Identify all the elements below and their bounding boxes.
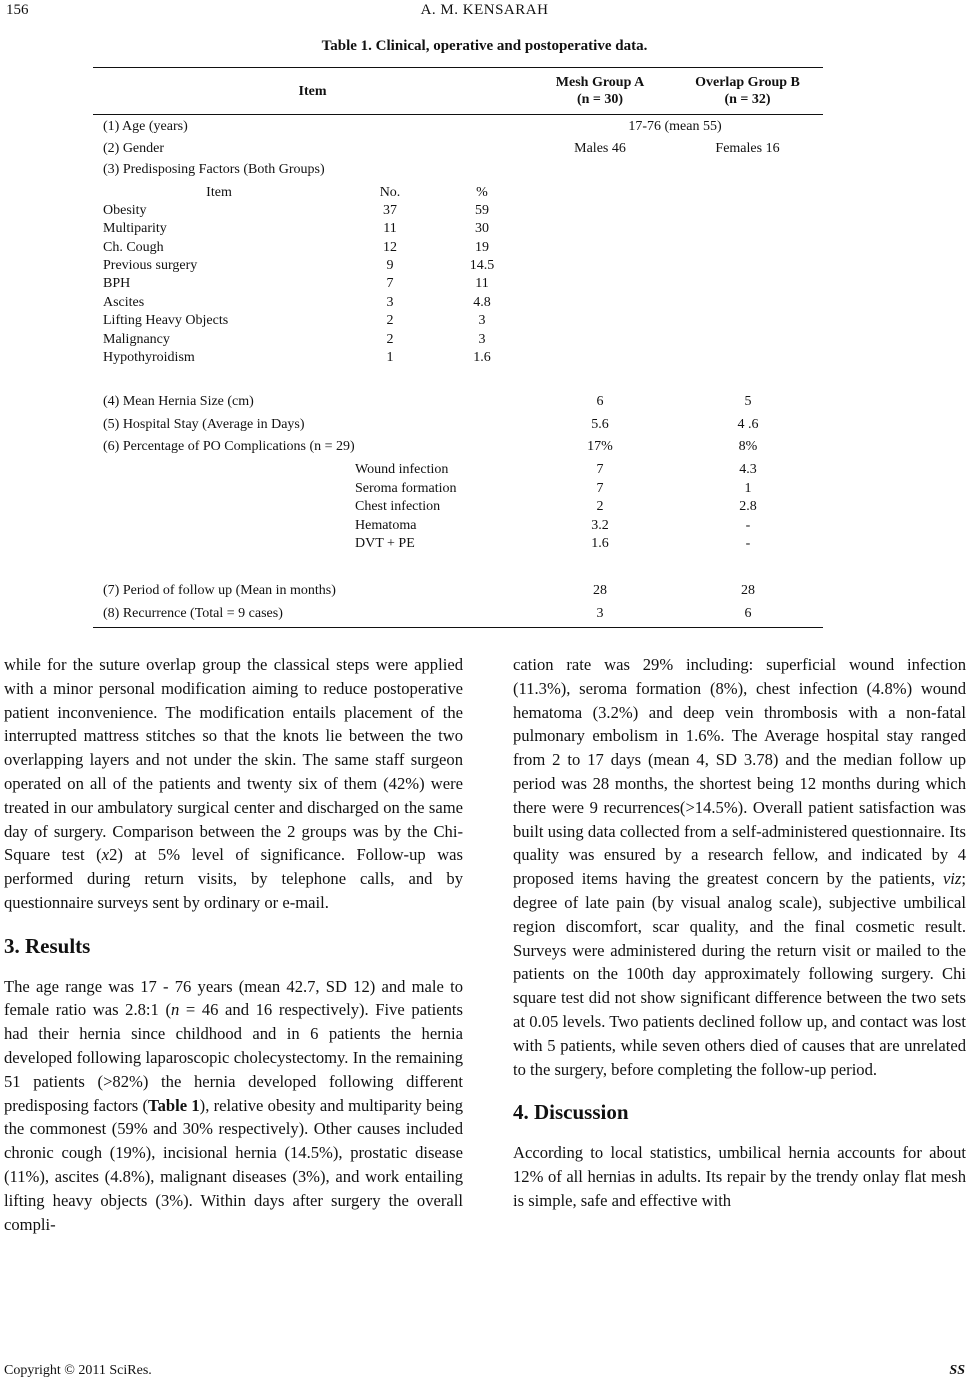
copyright-notice: Copyright © 2011 SciRes. xyxy=(4,1363,152,1378)
results-continued-paragraph: cation rate was 29% including: superficial wound infection (11.3%), seroma formation (8%), chest infection (4.8%) wound hematoma (3.2%) and deep vein thrombosis with a non-fatal pulmonary embolism in 1.6%. The Average hospital stay ranged from 2 to 17 days (mean 4, SD 3.78) and the median follow up period was 28 months, the shortest being 12 months during which there were 9 recurrences(>14.5%). Overall patient satisfaction was built using data collected from a self-administered questionnaire. Its quality was ensured by a research fellow, and indicated by 4 proposed items having the greatest concern by the patients, viz; degree of late pain (by visual analog scale), subjective umbilical region discomfort, scar quality, and the final cosmetic result. Surveys were administered during the return visit or mailed to the patients on the 100th day approximately following surgery. Chi square test did not show significant difference between the two sets at 0.05 levels. Two patients declined follow up, and contact was lost with 5 patients, while seven others died of causes that are unrelated to the surgery, before completing the follow-up period. xyxy=(513,655,966,1079)
row-gender-a: Males 46 xyxy=(574,141,626,156)
row-gender-label: (2) Gender xyxy=(103,141,165,156)
table-caption: Table 1. Clinical, operative and postoperative data. xyxy=(321,38,648,54)
row-hospital-stay-label: (5) Hospital Stay (Average in Days) xyxy=(103,417,305,432)
methods-paragraph: while for the suture overlap group the classical steps were applied with a minor personal modification aiming to reduce postoperative patient inconvenience. The modification entails placement of the interrupted mattress stitches so that the knots lie between the two overlapping layers and not under the skin. The same staff surgeon operated on all of the patients and twenty six of them (42%) were treated in our ambulatory surgical center and discharged on the same day of surgery. Comparison between the 2 groups was by the Chi-Square test (x2) at 5% level of significance. Follow-up was performed during return visits, by telephone calls, and by questionnaire surveys sent by ordinary or e-mail. xyxy=(4,655,463,912)
complication-b: 2.8 xyxy=(739,499,757,514)
factor-no: 2 xyxy=(386,313,394,328)
results-paragraph: The age range was 17 - 76 years (mean 42.7, SD 12) and male to female ratio was 2.8:1 (n = 46 and 16 respectively). Five patients had their hernia since childhood and in 6 patients the hernia developed following laparoscopic cholecystectomy. In the remaining 51 patients (>82%) the hernia developed following different predisposing factors (Table 1), relative obesity and multiparity being the commonest (59% and 30% respectively). Other causes included chronic cough (19%), incisional hernia (14.5%), prostatic disease (11%), ascites (4.8%), malignant diseases (3%), and work entailing lifting heavy objects (3%). Within days after surgery the overall compli- xyxy=(4,976,463,1234)
complication-b: - xyxy=(745,518,751,533)
factor-no: 9 xyxy=(386,258,394,273)
row-followup-a: 28 xyxy=(593,583,607,598)
complication-name: Seroma formation xyxy=(355,481,457,496)
factor-name: Multiparity xyxy=(103,221,167,236)
complication-b: - xyxy=(745,536,751,551)
sub-header-pct: % xyxy=(476,185,488,200)
complication-b: 4.3 xyxy=(739,462,757,477)
row-predisposing-label: (3) Predisposing Factors (Both Groups) xyxy=(103,162,325,177)
factor-name: Malignancy xyxy=(103,332,170,347)
row-hernia-size-label: (4) Mean Hernia Size (cm) xyxy=(103,394,254,409)
factor-no: 12 xyxy=(383,240,397,255)
section-heading-results: 3. Results xyxy=(4,933,91,958)
row-complications-a: 17% xyxy=(587,439,613,454)
factor-pct: 14.5 xyxy=(469,258,495,273)
header-item: Item xyxy=(298,84,327,99)
factor-name: Ch. Cough xyxy=(103,240,164,255)
complication-a: 3.2 xyxy=(591,518,609,533)
right-column xyxy=(513,653,966,1213)
factor-pct: 1.6 xyxy=(473,350,491,365)
journal-abbreviation: SS xyxy=(949,1363,965,1378)
factor-name: Ascites xyxy=(103,295,145,310)
factor-no: 3 xyxy=(386,295,394,310)
header-group-b-line1: Overlap Group B xyxy=(695,75,800,90)
table-bottom-rule xyxy=(93,627,823,628)
row-complications-b: 8% xyxy=(738,439,758,454)
row-age-label: (1) Age (years) xyxy=(103,119,188,134)
complication-name: Wound infection xyxy=(355,462,449,477)
row-recurrence-label: (8) Recurrence (Total = 9 cases) xyxy=(103,606,283,621)
running-head: A. M. KENSARAH xyxy=(420,2,549,18)
row-age-value: 17-76 (mean 55) xyxy=(628,119,722,134)
row-recurrence-a: 3 xyxy=(596,606,604,621)
factor-name: Lifting Heavy Objects xyxy=(103,313,229,328)
row-hernia-size-b: 5 xyxy=(744,394,752,409)
factor-pct: 19 xyxy=(475,240,489,255)
factor-pct: 3 xyxy=(478,332,486,347)
row-recurrence-b: 6 xyxy=(744,606,752,621)
header-group-a-line2: (n = 30) xyxy=(576,92,624,107)
factor-no: 11 xyxy=(383,221,397,236)
factor-pct: 30 xyxy=(475,221,489,236)
row-hernia-size-a: 6 xyxy=(596,394,604,409)
complication-name: DVT + PE xyxy=(355,536,415,551)
discussion-paragraph: According to local statistics, umbilical hernia accounts for about 12% of all hernias in adults. Its repair by the trendy onlay flat mesh is simple, safe and effective with xyxy=(513,1143,966,1210)
factor-pct: 59 xyxy=(475,203,489,218)
factor-name: BPH xyxy=(103,276,131,291)
complication-name: Chest infection xyxy=(355,499,441,514)
factor-pct: 11 xyxy=(475,276,489,291)
left-column xyxy=(4,653,463,1236)
factor-pct: 3 xyxy=(478,313,486,328)
header-group-b-line2: (n = 32) xyxy=(724,92,771,107)
row-complications-label: (6) Percentage of PO Complications (n = 29) xyxy=(103,439,355,454)
factor-name: Obesity xyxy=(103,203,147,218)
complication-a: 2 xyxy=(596,499,604,514)
row-hospital-stay-b: 4 .6 xyxy=(737,417,759,432)
sub-header-no: No. xyxy=(379,185,401,200)
table-header-rule xyxy=(93,114,823,115)
complication-a: 7 xyxy=(596,481,604,496)
complication-a: 1.6 xyxy=(591,536,609,551)
header-group-a-line1: Mesh Group A xyxy=(555,75,645,90)
factor-no: 7 xyxy=(386,276,394,291)
section-heading-discussion: 4. Discussion xyxy=(513,1100,629,1125)
factor-name: Previous surgery xyxy=(103,258,198,273)
row-followup-b: 28 xyxy=(741,583,755,598)
row-hospital-stay-a: 5.6 xyxy=(591,417,609,432)
complication-name: Hematoma xyxy=(355,518,417,533)
factor-no: 1 xyxy=(386,350,394,365)
row-gender-b: Females 16 xyxy=(715,141,780,156)
sub-header-item: Item xyxy=(206,185,232,200)
complication-a: 7 xyxy=(596,462,604,477)
complication-b: 1 xyxy=(744,481,752,496)
factor-name: Hypothyroidism xyxy=(103,350,195,365)
row-followup-label: (7) Period of follow up (Mean in months) xyxy=(103,583,336,598)
table-reference: Table 1 xyxy=(148,1095,200,1115)
factor-no: 37 xyxy=(383,203,397,218)
table-top-rule xyxy=(93,67,823,68)
factor-pct: 4.8 xyxy=(473,295,491,310)
page-number: 156 xyxy=(6,2,29,18)
factor-no: 2 xyxy=(386,332,394,347)
